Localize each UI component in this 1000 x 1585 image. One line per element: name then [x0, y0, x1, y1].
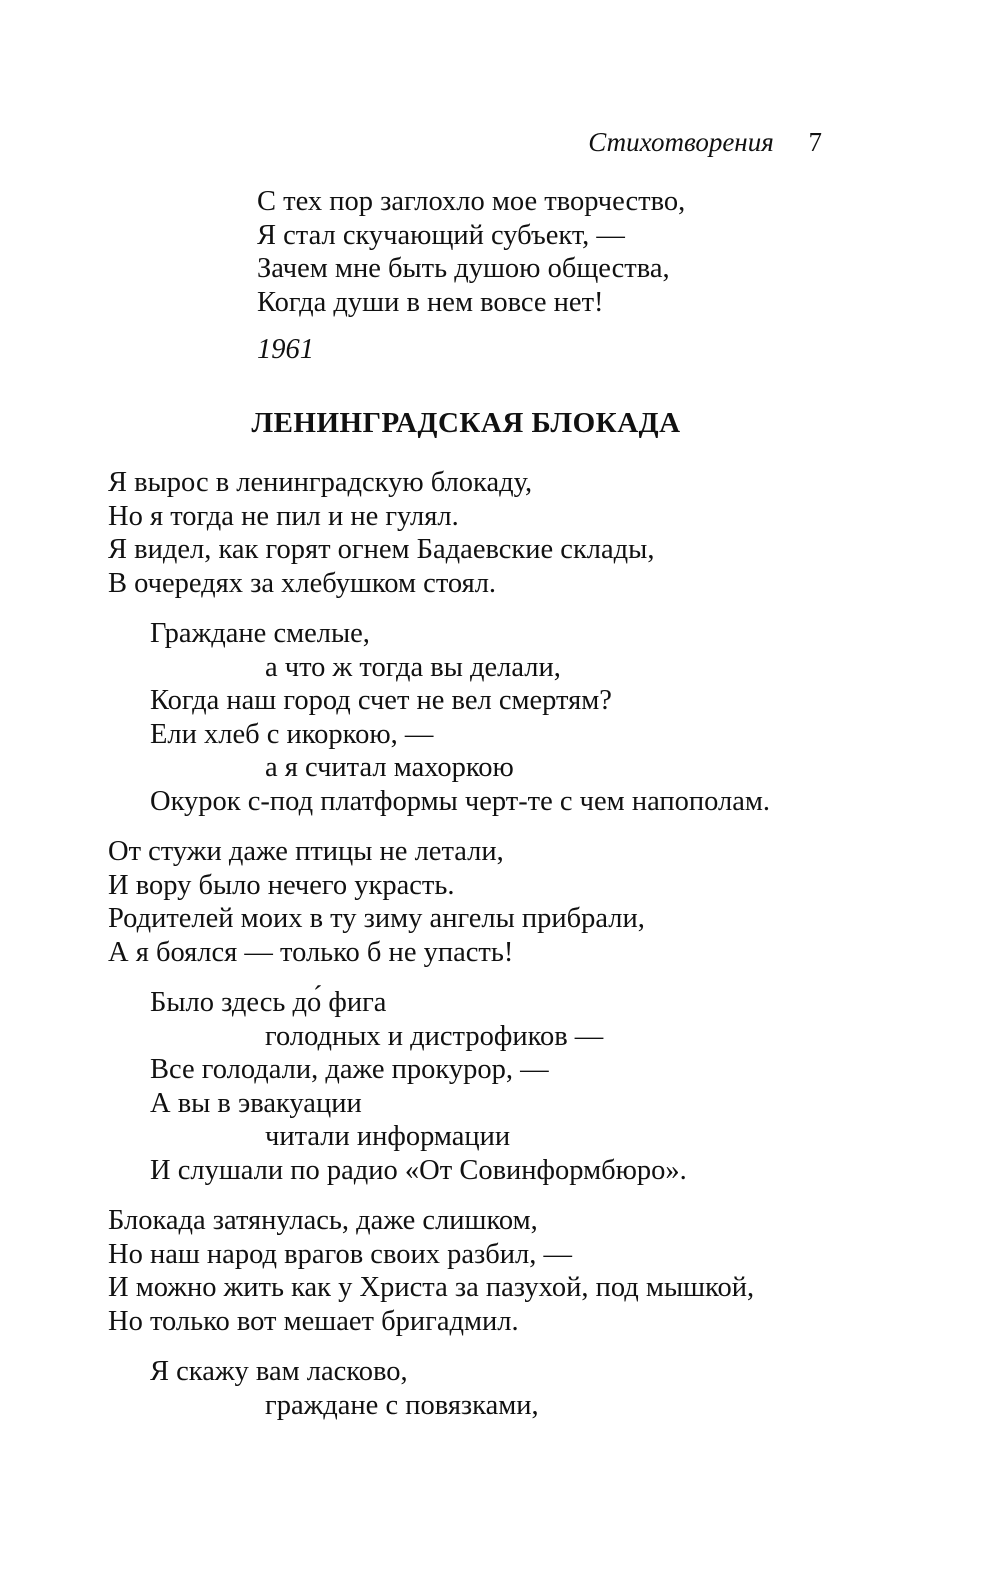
poem-line: Я вырос в ленинградскую блокаду, — [108, 467, 533, 498]
poem-line: Я стал скучающий субъект, — — [257, 219, 625, 251]
stanza-2 — [150, 617, 770, 818]
poem-line: Но я тогда не пил и не гулял. — [108, 500, 459, 532]
stanza-4 — [150, 986, 770, 1187]
poem-line: От стужи даже птицы не летали, — [108, 836, 504, 867]
poem-line-indented: читали информации — [265, 1121, 511, 1152]
poem-line: С тех пор заглохло мое творчество, — [257, 186, 686, 217]
poem-line: Зачем мне быть душою общества, — [257, 253, 670, 284]
poem-line: Родителей моих в ту зиму ангелы прибрали, — [108, 903, 645, 934]
poem-line-indented: граждане с повязками, — [265, 1389, 539, 1421]
poem-line-indented: а я считал махоркою — [265, 752, 514, 783]
poem-line: Но только вот мешает бригадмил. — [108, 1305, 519, 1337]
poem-line: Когда души в нем вовсе нет! — [257, 286, 604, 318]
poem-line: Когда наш город счет не вел смертям? — [150, 685, 612, 716]
poem-line: И можно жить как у Христа за пазухой, под мышкой, — [108, 1272, 755, 1303]
poem-body — [108, 466, 770, 1439]
poem-line: Но наш народ врагов своих разбил, — — [108, 1238, 572, 1270]
running-head-section: Стихотворения — [588, 127, 774, 157]
poem-line: Окурок с-под платформы черт-те с чем напополам. — [150, 785, 771, 817]
previous-poem-ending — [257, 185, 685, 319]
poem-line: Я скажу вам ласково, — [150, 1356, 408, 1387]
poem-line: Все голодали, даже прокурор, — — [150, 1054, 549, 1085]
poem-line: А я боялся — только б не упасть! — [108, 936, 514, 968]
poem-line: И вору было нечего украсть. — [108, 869, 455, 901]
poem-line-indented: а что ж тогда вы делали, — [265, 651, 561, 683]
stanza-6 — [150, 1355, 770, 1422]
stanza-1 — [108, 466, 770, 600]
poem-line: И слушали по радио «От Совинформбюро». — [150, 1154, 687, 1186]
poem-line: А вы в эвакуации — [150, 1087, 362, 1119]
poem-line: Блокада затянулась, даже слишком, — [108, 1205, 538, 1236]
poem-title: ЛЕНИНГРАДСКАЯ БЛОКАДА — [251, 407, 681, 439]
stanza-3 — [108, 835, 770, 969]
poem-line: Я видел, как горят огнем Бадаевские склады, — [108, 534, 655, 565]
poem-line-indented: голодных и дистрофиков — — [265, 1020, 604, 1052]
poem-year: 1961 — [257, 334, 314, 365]
page-number: 7 — [808, 127, 822, 157]
running-head — [588, 125, 822, 159]
stanza-5 — [108, 1204, 770, 1338]
poem-line: Было здесь до́ фига — [150, 987, 387, 1018]
poem-line: В очередях за хлебушком стоял. — [108, 567, 497, 599]
poem-line: Граждане смелые, — [150, 618, 370, 649]
poem-line: Ели хлеб с икоркою, — — [150, 718, 434, 750]
